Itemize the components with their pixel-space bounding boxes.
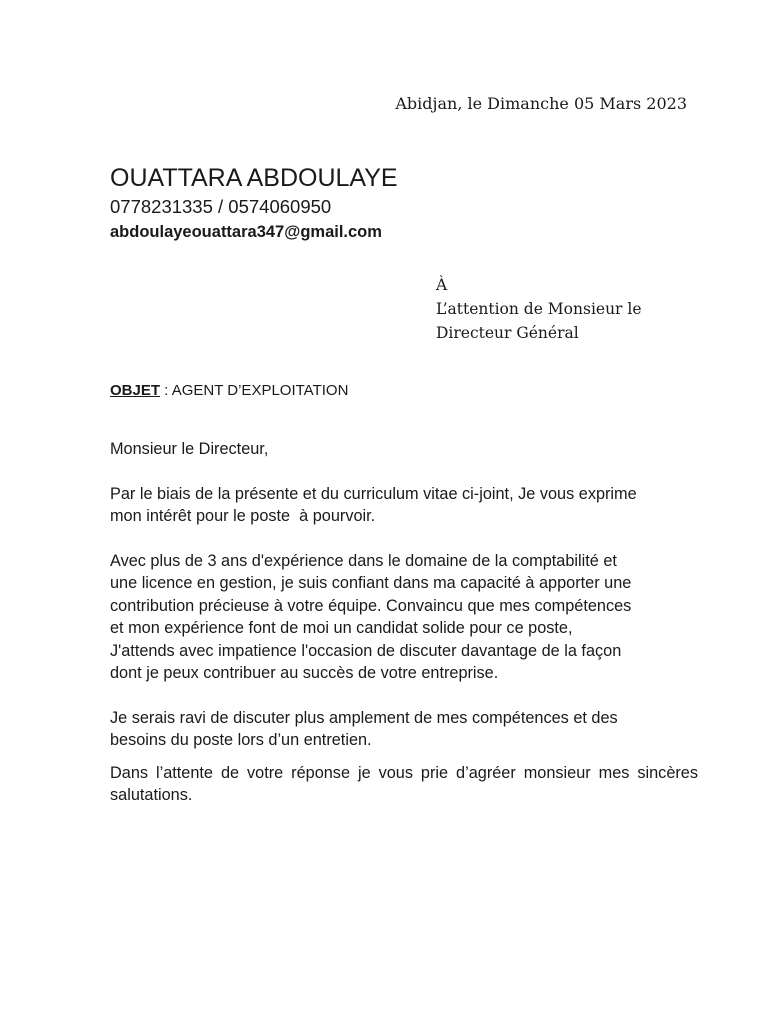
paragraph-1-line: mon intérêt pour le poste à pourvoir. (110, 507, 376, 525)
recipient-line-3: Directeur Général (436, 324, 579, 342)
object-line (110, 381, 348, 401)
letter-date: Abidjan, le Dimanche 05 Mars 2023 (395, 94, 687, 113)
paragraph-3-line: besoins du poste lors d’un entretien. (110, 731, 372, 749)
paragraph-3-line: Je serais ravi de discuter plus amplement de mes compétences et des (110, 708, 618, 727)
paragraph-1-line: Par le biais de la présente et du curriculum vitae ci-joint, Je vous exprime (110, 484, 637, 503)
paragraph-2-line: une licence en gestion, je suis confiant dans ma capacité à apporter une (110, 574, 632, 592)
object-label: OBJET (110, 382, 161, 399)
letter-body (110, 438, 710, 807)
paragraph-4: Dans l’attente de votre réponse je vous prie d’agréer monsieur mes sincères salutations. (110, 763, 698, 804)
recipient-line-2: L’attention de Monsieur le (436, 300, 642, 318)
paragraph-1 (110, 483, 710, 528)
paragraph-2-line: dont je peux contribuer au succès de votre entreprise. (110, 664, 499, 682)
sender-phone: 0778231335 / 0574060950 (110, 196, 332, 217)
paragraph-2-line: J'attends avec impatience l'occasion de discuter davantage de la façon (110, 641, 622, 660)
object-value: AGENT D’EXPLOITATION (171, 382, 349, 399)
paragraph-2-line: contribution précieuse à votre équipe. Convaincu que mes compétences (110, 596, 632, 615)
salutation: Monsieur le Directeur, (110, 440, 269, 458)
paragraph-2-line: Avec plus de 3 ans d'expérience dans le domaine de la comptabilité et (110, 551, 617, 570)
recipient-block (436, 273, 696, 345)
sender-name: OUATTARA ABDOULAYE (110, 164, 398, 192)
paragraph-2-line: et mon expérience font de moi un candidat solide pour ce poste, (110, 619, 573, 637)
paragraph-3 (110, 707, 710, 752)
sender-block (110, 162, 398, 244)
object-separator: : (160, 382, 172, 399)
recipient-line-1: À (436, 276, 448, 294)
paragraph-2 (110, 550, 710, 685)
sender-email: abdoulayeouattara347@gmail.com (110, 223, 382, 241)
